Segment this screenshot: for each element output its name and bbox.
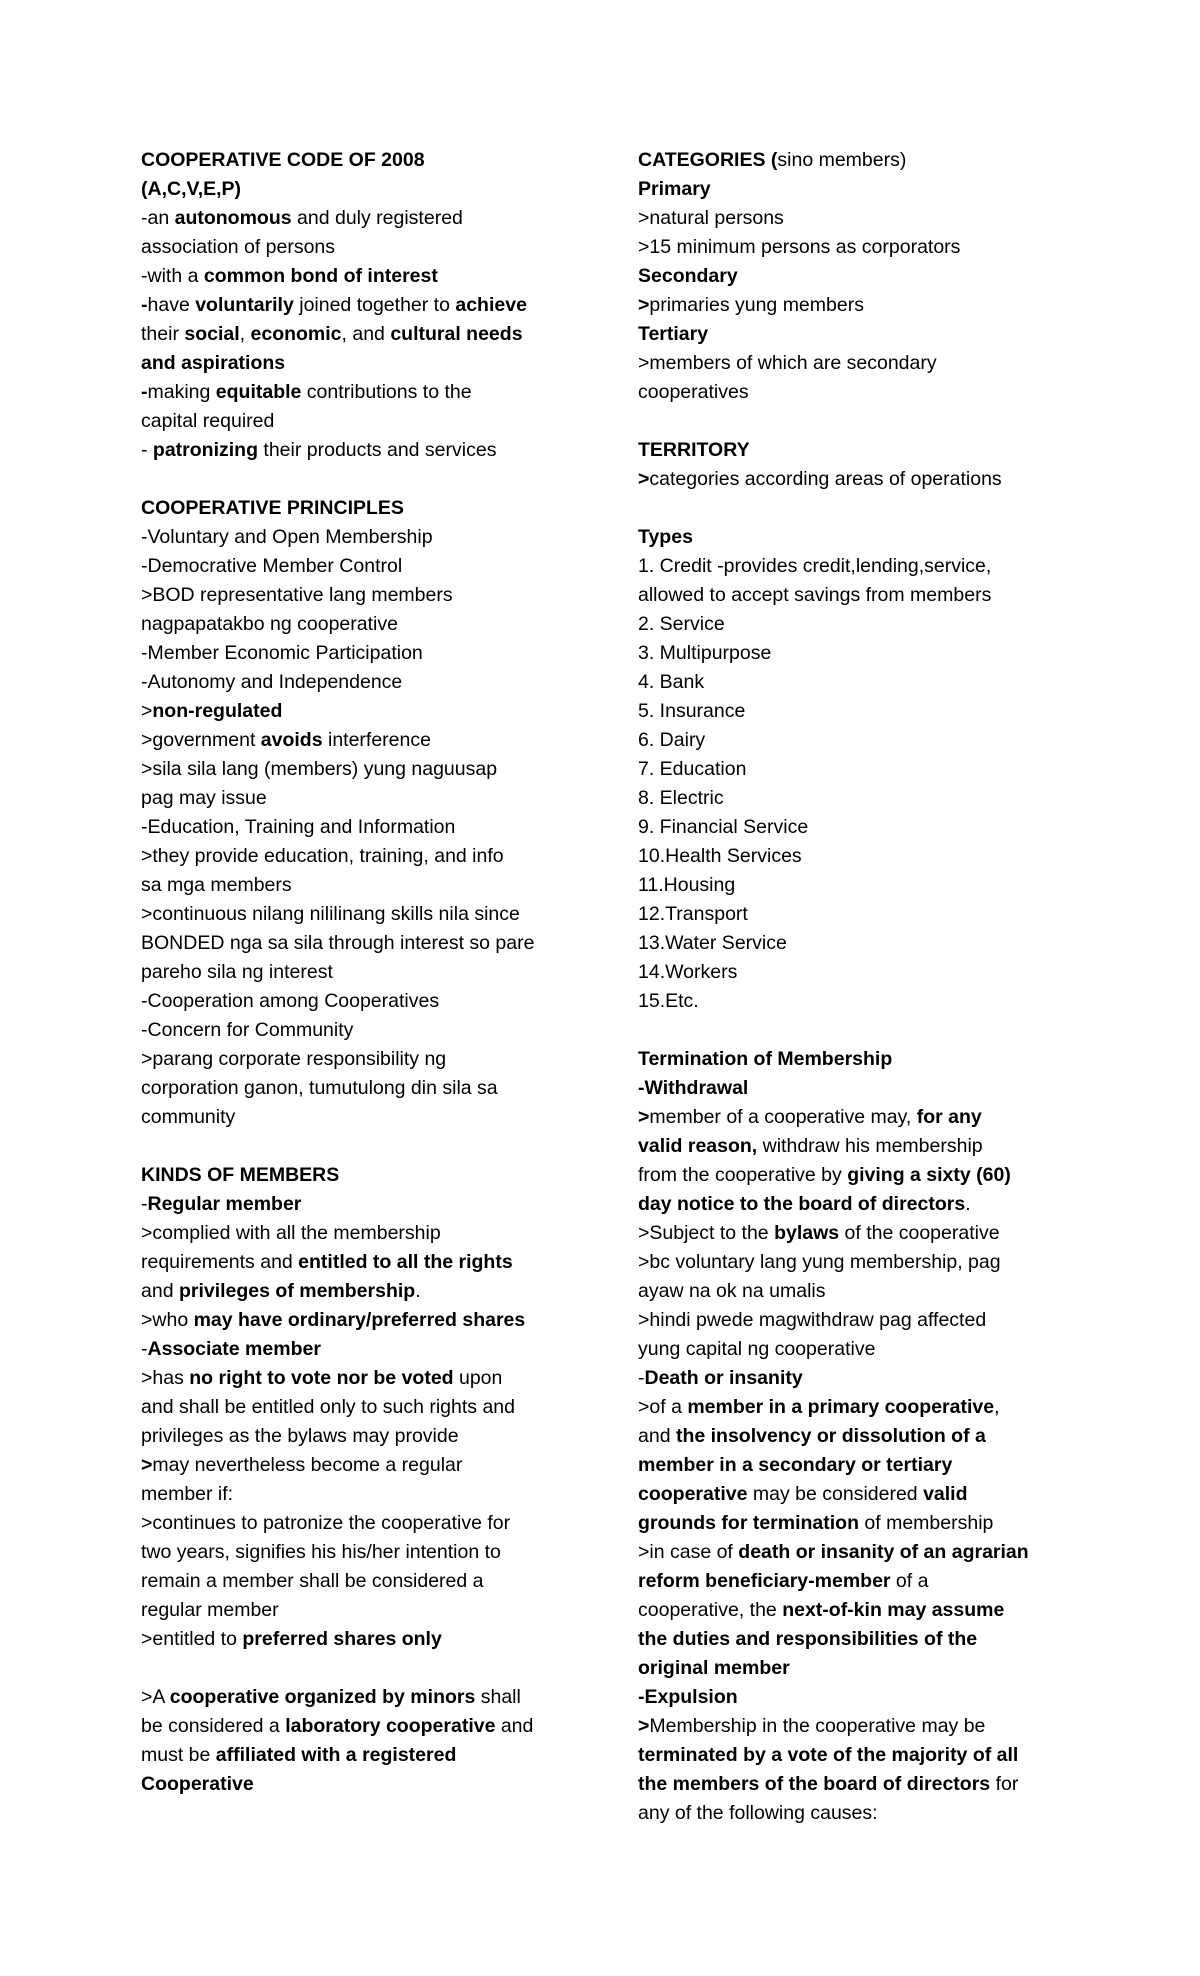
text: Membership in the cooperative may be bbox=[649, 1715, 986, 1737]
text: and bbox=[638, 1425, 676, 1447]
right-blank-line bbox=[638, 1016, 1088, 1045]
left-text-line bbox=[141, 1451, 591, 1480]
left-text-line bbox=[141, 1625, 591, 1654]
text: and shall be entitled only to such rights and bbox=[141, 1396, 515, 1418]
left-text-line bbox=[141, 494, 591, 523]
right-text-line bbox=[638, 726, 1088, 755]
left-text-line bbox=[141, 233, 591, 262]
right-text-line bbox=[638, 871, 1088, 900]
text: 6. Dairy bbox=[638, 729, 706, 751]
text: interference bbox=[322, 729, 431, 751]
right-text-line bbox=[638, 1045, 1088, 1074]
bold-text: terminated by a vote of the majority of all bbox=[638, 1744, 1019, 1766]
left-text-line bbox=[141, 407, 591, 436]
text: >hindi pwede magwithdraw pag affected bbox=[638, 1309, 987, 1331]
text: 15.Etc. bbox=[638, 990, 699, 1012]
text: sino members) bbox=[777, 149, 907, 171]
text: >continues to patronize the cooperative for bbox=[141, 1512, 511, 1534]
bold-text: and aspirations bbox=[141, 352, 286, 374]
left-text-line bbox=[141, 1741, 591, 1770]
text: 12.Transport bbox=[638, 903, 748, 925]
text: be considered a bbox=[141, 1715, 286, 1737]
right-text-line bbox=[638, 668, 1088, 697]
right-text-line bbox=[638, 1712, 1088, 1741]
bold-text: member in a primary cooperative bbox=[687, 1396, 995, 1418]
bold-text: common bond of interest bbox=[203, 265, 438, 287]
bold-text: Termination of Membership bbox=[638, 1048, 893, 1070]
left-text-line bbox=[141, 1538, 591, 1567]
bold-text: death or insanity of an agrarian bbox=[738, 1541, 1029, 1563]
right-text-line bbox=[638, 1103, 1088, 1132]
right-text-line bbox=[638, 1364, 1088, 1393]
text: allowed to accept savings from members bbox=[638, 584, 992, 606]
text: BONDED nga sa sila through interest so pare bbox=[141, 932, 535, 954]
bold-text: member in a secondary or tertiary bbox=[638, 1454, 953, 1476]
text: >parang corporate responsibility ng bbox=[141, 1048, 447, 1070]
text: , bbox=[994, 1396, 1000, 1418]
left-text-line bbox=[141, 175, 591, 204]
bold-text: TERRITORY bbox=[638, 439, 750, 461]
left-text-line bbox=[141, 1364, 591, 1393]
text: yung capital ng cooperative bbox=[638, 1338, 876, 1360]
bold-text: Cooperative bbox=[141, 1773, 254, 1795]
left-blank-line bbox=[141, 1654, 591, 1683]
right-text-line bbox=[638, 1422, 1088, 1451]
left-text-line bbox=[141, 581, 591, 610]
text: joined together to bbox=[293, 294, 456, 316]
left-text-line bbox=[141, 958, 591, 987]
bold-text: avoids bbox=[260, 729, 323, 751]
text: withdraw his membership bbox=[757, 1135, 983, 1157]
bold-text: laboratory cooperative bbox=[285, 1715, 496, 1737]
bold-text: non-regulated bbox=[152, 700, 283, 722]
bold-text: bylaws bbox=[774, 1222, 840, 1244]
bold-text: may have ordinary/preferred shares bbox=[193, 1309, 526, 1331]
right-text-line bbox=[638, 320, 1088, 349]
left-text-line bbox=[141, 784, 591, 813]
right-text-line bbox=[638, 1741, 1088, 1770]
text: 14.Workers bbox=[638, 961, 738, 983]
bold-text: Regular member bbox=[147, 1193, 302, 1215]
left-text-line bbox=[141, 436, 591, 465]
text: two years, signifies his his/her intention to bbox=[141, 1541, 501, 1563]
text: 3. Multipurpose bbox=[638, 642, 772, 664]
bold-text: social bbox=[184, 323, 240, 345]
right-text-line bbox=[638, 610, 1088, 639]
text: >sila sila lang (members) yung naguusap bbox=[141, 758, 498, 780]
bold-text: > bbox=[638, 1715, 650, 1737]
text: corporation ganon, tumutulong din sila sa bbox=[141, 1077, 498, 1099]
text: any of the following causes: bbox=[638, 1802, 878, 1824]
text: >Subject to the bbox=[638, 1222, 775, 1244]
bold-text: grounds for termination bbox=[638, 1512, 859, 1534]
bold-text: preferred shares only bbox=[242, 1628, 442, 1650]
left-text-line bbox=[141, 378, 591, 407]
text: >15 minimum persons as corporators bbox=[638, 236, 961, 258]
text: 4. Bank bbox=[638, 671, 705, 693]
text: and bbox=[495, 1715, 534, 1737]
right-text-line bbox=[638, 146, 1088, 175]
text: -Concern for Community bbox=[141, 1019, 354, 1041]
bold-text: Associate member bbox=[147, 1338, 321, 1360]
text: 10.Health Services bbox=[638, 845, 802, 867]
right-text-line bbox=[638, 1799, 1088, 1828]
bold-text: privileges of membership bbox=[178, 1280, 416, 1302]
left-text-line bbox=[141, 1190, 591, 1219]
right-text-line bbox=[638, 1567, 1088, 1596]
text: >members of which are secondary bbox=[638, 352, 937, 374]
bold-text: the insolvency or dissolution of a bbox=[675, 1425, 986, 1447]
left-text-line bbox=[141, 1712, 591, 1741]
left-text-line bbox=[141, 1567, 591, 1596]
left-text-line bbox=[141, 1422, 591, 1451]
left-text-line bbox=[141, 1219, 591, 1248]
left-text-line bbox=[141, 900, 591, 929]
text: nagpapatakbo ng cooperative bbox=[141, 613, 398, 635]
left-text-line bbox=[141, 1248, 591, 1277]
text: 9. Financial Service bbox=[638, 816, 809, 838]
right-text-line bbox=[638, 900, 1088, 929]
left-text-line bbox=[141, 1277, 591, 1306]
text: . bbox=[965, 1193, 971, 1215]
right-text-line bbox=[638, 349, 1088, 378]
left-text-line bbox=[141, 1161, 591, 1190]
right-column bbox=[638, 146, 1088, 1828]
left-text-line bbox=[141, 262, 591, 291]
bold-text: - bbox=[141, 381, 148, 403]
bold-text: the duties and responsibilities of the bbox=[638, 1628, 978, 1650]
text: >has bbox=[141, 1367, 190, 1389]
left-text-line bbox=[141, 755, 591, 784]
right-text-line bbox=[638, 1509, 1088, 1538]
text: capital required bbox=[141, 410, 275, 432]
text: - bbox=[141, 439, 153, 461]
right-blank-line bbox=[638, 494, 1088, 523]
right-text-line bbox=[638, 378, 1088, 407]
text: >A bbox=[141, 1686, 170, 1708]
right-text-line bbox=[638, 1770, 1088, 1799]
right-text-line bbox=[638, 958, 1088, 987]
text: -an bbox=[141, 207, 175, 229]
bold-text: voluntarily bbox=[195, 294, 294, 316]
text: and duly registered bbox=[291, 207, 463, 229]
text: of membership bbox=[859, 1512, 994, 1534]
bold-text: no right to vote nor be voted bbox=[189, 1367, 454, 1389]
bold-text: Secondary bbox=[638, 265, 738, 287]
bold-text: equitable bbox=[215, 381, 302, 403]
right-text-line bbox=[638, 1683, 1088, 1712]
left-text-line bbox=[141, 523, 591, 552]
text: 5. Insurance bbox=[638, 700, 746, 722]
right-text-line bbox=[638, 929, 1088, 958]
left-text-line bbox=[141, 320, 591, 349]
right-text-line bbox=[638, 1248, 1088, 1277]
left-text-line bbox=[141, 146, 591, 175]
right-text-line bbox=[638, 1335, 1088, 1364]
bold-text: affiliated with a registered bbox=[215, 1744, 457, 1766]
right-text-line bbox=[638, 262, 1088, 291]
text: for bbox=[990, 1773, 1019, 1795]
left-text-line bbox=[141, 204, 591, 233]
bold-text: day notice to the board of directors bbox=[638, 1193, 966, 1215]
right-text-line bbox=[638, 1596, 1088, 1625]
left-text-line bbox=[141, 639, 591, 668]
bold-text: CATEGORIES ( bbox=[638, 149, 778, 171]
bold-text: -Expulsion bbox=[638, 1686, 738, 1708]
text: >in case of bbox=[638, 1541, 739, 1563]
text: >who bbox=[141, 1309, 194, 1331]
bold-text: - bbox=[141, 294, 148, 316]
right-text-line bbox=[638, 552, 1088, 581]
bold-text: entitled to all the rights bbox=[298, 1251, 513, 1273]
text: -Democrative Member Control bbox=[141, 555, 403, 577]
text: member if: bbox=[141, 1483, 234, 1505]
right-text-line bbox=[638, 813, 1088, 842]
bold-text: Primary bbox=[638, 178, 711, 200]
text: ayaw na ok na umalis bbox=[638, 1280, 826, 1302]
bold-text: for any bbox=[916, 1106, 982, 1128]
left-text-line bbox=[141, 1306, 591, 1335]
left-text-line bbox=[141, 668, 591, 697]
right-text-line bbox=[638, 233, 1088, 262]
right-text-line bbox=[638, 523, 1088, 552]
right-text-line bbox=[638, 1277, 1088, 1306]
text: pareho sila ng interest bbox=[141, 961, 333, 983]
bold-text: economic bbox=[250, 323, 342, 345]
text: 13.Water Service bbox=[638, 932, 787, 954]
right-text-line bbox=[638, 784, 1088, 813]
bold-text: COOPERATIVE CODE OF 2008 bbox=[141, 149, 425, 171]
text: -Member Economic Participation bbox=[141, 642, 423, 664]
right-text-line bbox=[638, 1074, 1088, 1103]
bold-text: cultural needs bbox=[390, 323, 523, 345]
right-text-line bbox=[638, 291, 1088, 320]
left-text-line bbox=[141, 552, 591, 581]
text: , bbox=[239, 323, 251, 345]
left-text-line bbox=[141, 697, 591, 726]
text: - bbox=[141, 1193, 148, 1215]
text: cooperative, the bbox=[638, 1599, 783, 1621]
right-text-line bbox=[638, 1654, 1088, 1683]
right-text-line bbox=[638, 697, 1088, 726]
bold-text: autonomous bbox=[174, 207, 292, 229]
text: requirements and bbox=[141, 1251, 299, 1273]
text: regular member bbox=[141, 1599, 279, 1621]
text: > bbox=[141, 700, 153, 722]
text: categories according areas of operations bbox=[649, 468, 1002, 490]
left-text-line bbox=[141, 1509, 591, 1538]
bold-text: cooperative organized by minors bbox=[169, 1686, 476, 1708]
bold-text: > bbox=[638, 468, 650, 490]
bold-text: giving a sixty (60) bbox=[847, 1164, 1011, 1186]
right-text-line bbox=[638, 1161, 1088, 1190]
left-text-line bbox=[141, 1045, 591, 1074]
right-blank-line bbox=[638, 407, 1088, 436]
bold-text: achieve bbox=[455, 294, 527, 316]
bold-text: > bbox=[141, 1454, 153, 1476]
text: . bbox=[415, 1280, 421, 1302]
left-text-line bbox=[141, 987, 591, 1016]
left-text-line bbox=[141, 1480, 591, 1509]
left-text-line bbox=[141, 842, 591, 871]
text: may nevertheless become a regular bbox=[152, 1454, 463, 1476]
left-text-line bbox=[141, 610, 591, 639]
right-text-line bbox=[638, 1219, 1088, 1248]
text: of a bbox=[890, 1570, 929, 1592]
text: must be bbox=[141, 1744, 216, 1766]
bold-text: cooperative bbox=[638, 1483, 748, 1505]
text: >BOD representative lang members bbox=[141, 584, 453, 606]
left-text-line bbox=[141, 1770, 591, 1799]
right-text-line bbox=[638, 1132, 1088, 1161]
bold-text: KINDS OF MEMBERS bbox=[141, 1164, 340, 1186]
text: cooperatives bbox=[638, 381, 749, 403]
bold-text: > bbox=[638, 294, 650, 316]
text: 11.Housing bbox=[638, 874, 736, 896]
text: privileges as the bylaws may provide bbox=[141, 1425, 459, 1447]
left-blank-line bbox=[141, 465, 591, 494]
left-text-line bbox=[141, 726, 591, 755]
right-text-line bbox=[638, 204, 1088, 233]
left-text-line bbox=[141, 1103, 591, 1132]
bold-text: Death or insanity bbox=[644, 1367, 803, 1389]
right-text-line bbox=[638, 175, 1088, 204]
left-text-line bbox=[141, 1596, 591, 1625]
bold-text: patronizing bbox=[152, 439, 258, 461]
left-text-line bbox=[141, 1335, 591, 1364]
right-text-line bbox=[638, 1306, 1088, 1335]
text: sa mga members bbox=[141, 874, 292, 896]
left-text-line bbox=[141, 349, 591, 378]
text: 2. Service bbox=[638, 613, 725, 635]
left-text-line bbox=[141, 1016, 591, 1045]
bold-text: valid bbox=[923, 1483, 968, 1505]
right-text-line bbox=[638, 1538, 1088, 1567]
right-text-line bbox=[638, 1393, 1088, 1422]
right-text-line bbox=[638, 639, 1088, 668]
text: and bbox=[141, 1280, 179, 1302]
text: - bbox=[141, 1338, 148, 1360]
text: 8. Electric bbox=[638, 787, 724, 809]
text: -Voluntary and Open Membership bbox=[141, 526, 433, 548]
text: >government bbox=[141, 729, 261, 751]
right-text-line bbox=[638, 436, 1088, 465]
left-text-line bbox=[141, 929, 591, 958]
right-text-line bbox=[638, 1451, 1088, 1480]
text: upon bbox=[453, 1367, 503, 1389]
text: >entitled to bbox=[141, 1628, 243, 1650]
text: remain a member shall be considered a bbox=[141, 1570, 484, 1592]
text: 1. Credit -provides credit,lending,service, bbox=[638, 555, 992, 577]
bold-text: next-of-kin may assume bbox=[782, 1599, 1005, 1621]
left-text-line bbox=[141, 813, 591, 842]
text: shall bbox=[475, 1686, 521, 1708]
text: making bbox=[147, 381, 216, 403]
right-text-line bbox=[638, 755, 1088, 784]
right-text-line bbox=[638, 465, 1088, 494]
left-text-line bbox=[141, 291, 591, 320]
text: -Education, Training and Information bbox=[141, 816, 456, 838]
text: >bc voluntary lang yung membership, pag bbox=[638, 1251, 1001, 1273]
left-text-line bbox=[141, 1393, 591, 1422]
right-text-line bbox=[638, 1625, 1088, 1654]
bold-text: -Withdrawal bbox=[638, 1077, 749, 1099]
left-blank-line bbox=[141, 1132, 591, 1161]
text: community bbox=[141, 1106, 236, 1128]
bold-text: Types bbox=[638, 526, 693, 548]
text: have bbox=[147, 294, 196, 316]
bold-text: > bbox=[638, 1106, 650, 1128]
text: >they provide education, training, and info bbox=[141, 845, 504, 867]
bold-text: reform beneficiary-member bbox=[638, 1570, 891, 1592]
text: primaries yung members bbox=[649, 294, 864, 316]
text: -Cooperation among Cooperatives bbox=[141, 990, 440, 1012]
text: their products and services bbox=[258, 439, 497, 461]
bold-text: original member bbox=[638, 1657, 790, 1679]
text: >of a bbox=[638, 1396, 688, 1418]
text: >complied with all the membership bbox=[141, 1222, 441, 1244]
text: of the cooperative bbox=[839, 1222, 1000, 1244]
text: their bbox=[141, 323, 185, 345]
text: >natural persons bbox=[638, 207, 784, 229]
bold-text: valid reason, bbox=[638, 1135, 758, 1157]
text: - bbox=[638, 1367, 645, 1389]
right-text-line bbox=[638, 987, 1088, 1016]
right-text-line bbox=[638, 581, 1088, 610]
text: -with a bbox=[141, 265, 204, 287]
left-column bbox=[141, 146, 591, 1799]
text: member of a cooperative may, bbox=[649, 1106, 917, 1128]
text: may be considered bbox=[747, 1483, 924, 1505]
right-text-line bbox=[638, 1190, 1088, 1219]
text: contributions to the bbox=[301, 381, 472, 403]
text: >continuous nilang nililinang skills nila since bbox=[141, 903, 520, 925]
text: -Autonomy and Independence bbox=[141, 671, 403, 693]
text: pag may issue bbox=[141, 787, 267, 809]
right-text-line bbox=[638, 1480, 1088, 1509]
right-text-line bbox=[638, 842, 1088, 871]
text: , and bbox=[341, 323, 391, 345]
text: association of persons bbox=[141, 236, 336, 258]
left-text-line bbox=[141, 871, 591, 900]
bold-text: (A,C,V,E,P) bbox=[141, 178, 242, 200]
left-text-line bbox=[141, 1683, 591, 1712]
bold-text: COOPERATIVE PRINCIPLES bbox=[141, 497, 404, 519]
text: from the cooperative by bbox=[638, 1164, 848, 1186]
bold-text: the members of the board of directors bbox=[638, 1773, 991, 1795]
text: 7. Education bbox=[638, 758, 747, 780]
left-text-line bbox=[141, 1074, 591, 1103]
bold-text: Tertiary bbox=[638, 323, 709, 345]
